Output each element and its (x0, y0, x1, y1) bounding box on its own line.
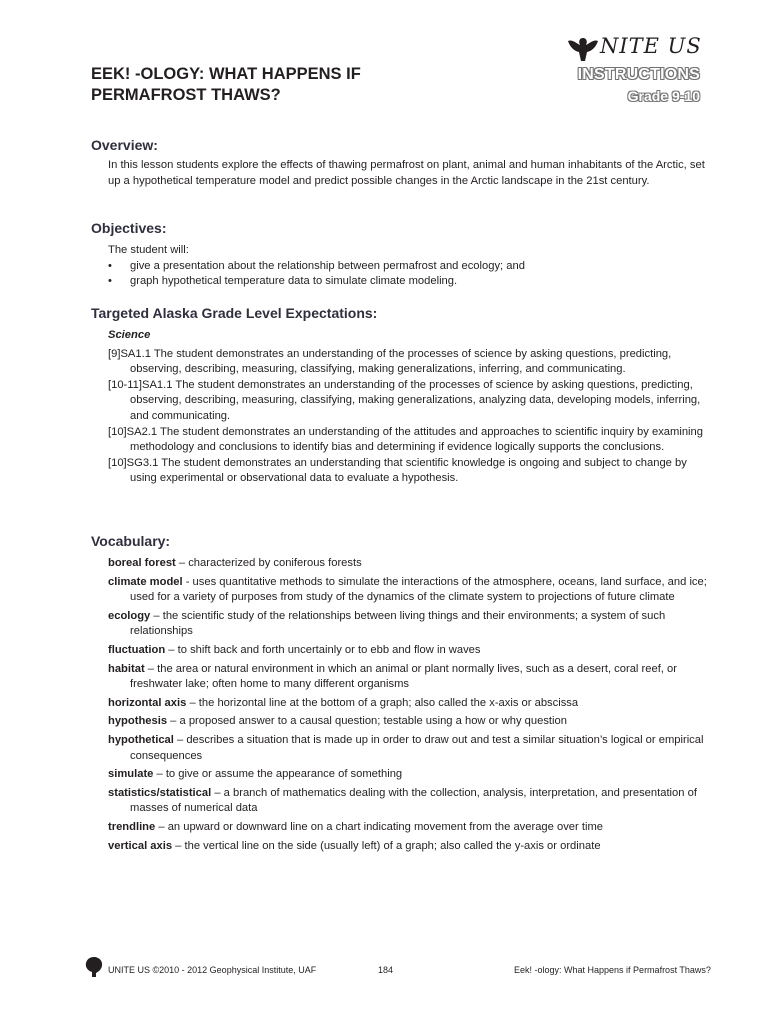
vocab-item: horizontal axis – the horizontal line at the bottom of a graph; also called the x-axis or abscissa (108, 696, 579, 709)
objectives-heading: Objectives: (91, 220, 167, 236)
vocab-item: simulate – to give or assume the appearance of something (108, 768, 403, 781)
vocab-item: hypothetical – describes a situation that is made up in order to draw out and test a similar situation’s logical or empirical consequences (108, 733, 704, 762)
footer-page-number: 184 (378, 965, 394, 975)
objective-item: • graph hypothetical temperature data to simulate climate modeling. (108, 274, 708, 290)
vocab-item: ecology – the scientific study of the relationships between living things and their environments; a system of such relationships (108, 609, 666, 638)
gle-item: [10-11]SA1.1 The student demonstrates an understanding of the processes of science by asking questions, predicting, observing, describing, measuring, classifying, making generalizations, analyzing data, developing models, inferring, and communicating. (108, 378, 701, 422)
unite-us-logo (566, 34, 706, 114)
objectives-section (108, 243, 708, 290)
vocab-item: statistics/statistical – a branch of mathematics dealing with the collection, analysis, interpretation, and presentation of masses of numerical data (108, 786, 697, 815)
vocab-item: habitat – the area or natural environment in which an animal or plant normally lives, such as a desert, coral reef, or freshwater lake; often home to many different organisms (108, 662, 677, 691)
instructions-label: INSTRUCTIONS (577, 66, 700, 83)
footer-copyright: UNITE US ©2010 - 2012 Geophysical Institute, UAF (108, 965, 317, 975)
objectives-intro: The student will: (108, 244, 189, 256)
footer-lesson-title: Eek! -ology: What Happens if Permafrost Thaws? (514, 965, 711, 975)
bullet-icon: • (108, 259, 112, 272)
vocab-item: hypothesis – a proposed answer to a causal question; testable using a how or why question (108, 715, 567, 728)
vocab-item: climate model - uses quantitative methods to simulate the interactions of the atmosphere, oceans, land surface, and ice; used for a variety of purposes from study of the dynamics of the climate system to projections of future climate (108, 575, 707, 604)
vocab-item: boreal forest – characterized by coniferous forests (108, 557, 362, 569)
gle-subject: Science (108, 329, 151, 341)
vocab-item: trendline – an upward or downward line on a chart indicating movement from the average over time (108, 820, 603, 833)
gle-section (108, 328, 708, 487)
gle-heading: Targeted Alaska Grade Level Expectations: (91, 305, 378, 321)
bullet-icon: • (108, 275, 112, 288)
gle-item: [9]SA1.1 The student demonstrates an understanding of the processes of science by asking questions, predicting, observing, describing, measuring, classifying, making generalizations, inferring, and communicating. (108, 347, 672, 376)
overview-section (108, 158, 708, 189)
gle-item: [10]SA2.1 The student demonstrates an understanding of the attitudes and approaches to scientific inquiry by examining methodology and conclusions to identify bias and determining if evidence logically supports the conclusions. (108, 425, 703, 454)
vocab-item: vertical axis – the vertical line on the side (usually left) of a graph; also called the y-axis or ordinate (108, 839, 601, 852)
grade-label: Grade 9-10 (627, 88, 700, 104)
vocabulary-heading: Vocabulary: (91, 533, 171, 549)
overview-heading: Overview: (91, 137, 158, 153)
objective-item: • give a presentation about the relationship between permafrost and ecology; and (108, 259, 708, 275)
vocab-item: fluctuation – to shift back and forth uncertainly or to ebb and flow in waves (108, 643, 481, 656)
overview-text: In this lesson students explore the effects of thawing permafrost on plant, animal and human inhabitants of the Arctic, set up a hypothetical temperature model and predict possible changes in the Arctic landscape in the 21st century. (108, 159, 705, 187)
vocabulary-section (108, 556, 708, 857)
page-title (91, 64, 421, 106)
logo-text: NITE US (600, 34, 702, 58)
gle-item: [10]SG3.1 The student demonstrates an understanding that scientific knowledge is ongoing and subject to change by using experimental or observational data to evaluate a hypothesis. (108, 456, 687, 485)
eagle-footer-icon (84, 956, 104, 978)
eagle-icon (566, 37, 600, 63)
title-line-1: EEK! -OLOGY: WHAT HAPPENS IF (91, 65, 361, 83)
title-line-2: PERMAFROST THAWS? (91, 86, 281, 104)
